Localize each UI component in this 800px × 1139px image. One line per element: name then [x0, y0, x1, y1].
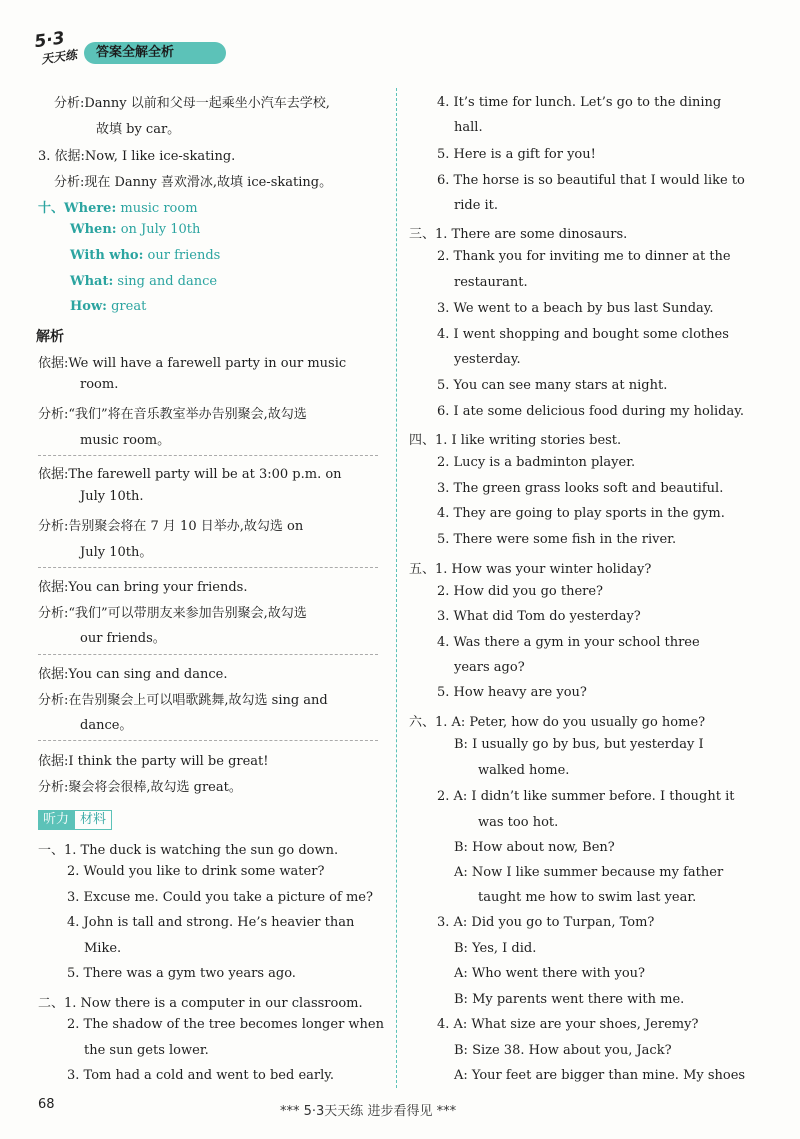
text-line: restaurant.: [454, 275, 528, 290]
answer-how: [70, 299, 146, 314]
logo: [33, 27, 84, 73]
text-line: 3. Tom had a cold and went to bed early.: [67, 1068, 335, 1083]
text-line: 四、1. I like writing stories best.: [409, 433, 622, 448]
text-line: A: Your feet are bigger than mine. My shoes: [454, 1068, 746, 1083]
text-line: 依据:The farewell party will be at 3:00 p.m. on: [38, 467, 342, 482]
text-line: 5. Here is a gift for you!: [437, 147, 596, 162]
answer-banner: 答案全解全析: [84, 42, 226, 64]
column-divider: [396, 88, 397, 1088]
text-line: 4. John is tall and strong. He’s heavier than: [67, 915, 355, 930]
text-line: 分析:在告别聚会上可以唱歌跳舞,故勾选 sing and: [38, 693, 328, 708]
text-line: 依据:You can bring your friends.: [38, 580, 248, 595]
text-line: 3. What did Tom do yesterday?: [437, 609, 641, 624]
text-line: 3. The green grass looks soft and beautiful.: [437, 481, 724, 496]
text-line: 5. You can see many stars at night.: [437, 378, 668, 393]
text-line: July 10th。: [80, 545, 153, 560]
text-line: B: My parents went there with me.: [454, 992, 685, 1007]
answer-label: How:: [70, 299, 107, 314]
text-line: 二、1. Now there is a computer in our classroom.: [38, 996, 363, 1011]
text-line: dance。: [80, 718, 133, 733]
text-line: 一、1. The duck is watching the sun go down.: [38, 843, 339, 858]
dashed-divider: [38, 567, 378, 568]
text-line: 2. A: I didn’t like summer before. I thought it: [437, 789, 735, 804]
text-line: 4. They are going to play sports in the gym.: [437, 506, 725, 521]
text-line: 5. There were some fish in the river.: [437, 532, 677, 547]
text-line: 2. Lucy is a badminton player.: [437, 455, 636, 470]
text-line: 依据:I think the party will be great!: [38, 754, 269, 769]
answer-value: our friends: [143, 248, 221, 263]
text-line: 4. It’s time for lunch. Let’s go to the dining: [437, 95, 722, 110]
text-line: 六、1. A: Peter, how do you usually go home?: [409, 715, 706, 730]
text-line: 3. A: Did you go to Turpan, Tom?: [437, 915, 655, 930]
text-line: 4. A: What size are your shoes, Jeremy?: [437, 1017, 699, 1032]
text-line: 依据:We will have a farewell party in our music: [38, 356, 347, 371]
answer-value: on July 10th: [116, 222, 201, 237]
text-line: B: Yes, I did.: [454, 941, 537, 956]
text-line: 三、1. There are some dinosaurs.: [409, 227, 628, 242]
tag-listening: 听力: [38, 810, 74, 830]
tag-material: 材料: [74, 810, 112, 830]
answer-with-who: [70, 248, 220, 263]
analysis-heading: 解析: [36, 329, 64, 345]
text-line: walked home.: [478, 763, 570, 778]
text-line: 5. How heavy are you?: [437, 685, 587, 700]
text-line: 分析:现在 Danny 喜欢滑冰,故填 ice-skating。: [54, 175, 333, 190]
text-line: 2. Would you like to drink some water?: [67, 864, 325, 879]
text-line: was too hot.: [478, 815, 559, 830]
text-line: A: Now I like summer because my father: [454, 865, 724, 880]
dashed-divider: [38, 455, 378, 456]
answer-value: music room: [116, 201, 198, 216]
text-line: taught me how to swim last year.: [478, 890, 697, 905]
text-line: 故填 by car。: [96, 122, 181, 137]
text-line: 5. There was a gym two years ago.: [67, 966, 296, 981]
text-line: 分析:聚会将会很棒,故勾选 great。: [38, 780, 242, 795]
logo-text: 5·3: [33, 28, 66, 53]
text-line: B: Size 38. How about you, Jack?: [454, 1043, 672, 1058]
text-line: 五、1. How was your winter holiday?: [409, 562, 652, 577]
question-number: 十、: [38, 201, 65, 216]
text-line: B: How about now, Ben?: [454, 840, 615, 855]
answer-label: What:: [70, 274, 114, 289]
answer-label: With who:: [70, 248, 144, 263]
answer-what: [70, 274, 217, 289]
text-line: 2. Thank you for inviting me to dinner at the: [437, 249, 731, 264]
text-line: room.: [80, 377, 119, 392]
text-line: yesterday.: [454, 352, 521, 367]
text-line: 分析:Danny 以前和父母一起乘坐小汽车去学校,: [54, 96, 330, 111]
text-line: 2. How did you go there?: [437, 584, 604, 599]
answer-label: When:: [70, 222, 117, 237]
text-line: 依据:You can sing and dance.: [38, 667, 228, 682]
text-line: A: Who went there with you?: [454, 966, 646, 981]
answer-label: Where:: [64, 201, 117, 216]
text-line: 分析:告别聚会将在 7 月 10 日举办,故勾选 on: [38, 519, 304, 534]
logo-subtext: 天天练: [40, 47, 78, 67]
text-line: B: I usually go by bus, but yesterday I: [454, 737, 704, 752]
text-line: 4. Was there a gym in your school three: [437, 635, 700, 650]
text-line: Mike.: [84, 941, 122, 956]
text-line: ride it.: [454, 198, 499, 213]
dashed-divider: [38, 654, 378, 655]
text-line: music room。: [80, 433, 171, 448]
text-line: 3. We went to a beach by bus last Sunday.: [437, 301, 714, 316]
answer-when: [70, 222, 200, 237]
text-line: 3. 依据:Now, I like ice-skating.: [38, 149, 236, 164]
text-line: our friends。: [80, 631, 166, 646]
page-number: 68: [38, 1097, 55, 1112]
text-line: 4. I went shopping and bought some clothes: [437, 327, 729, 342]
text-line: 6. I ate some delicious food during my holiday.: [437, 404, 744, 419]
text-line: 3. Excuse me. Could you take a picture of me?: [67, 890, 373, 905]
listening-material-tag: [38, 810, 112, 830]
answer-value: great: [106, 299, 147, 314]
text-line: 2. The shadow of the tree becomes longer when: [67, 1017, 384, 1032]
text-line: July 10th.: [80, 489, 144, 504]
text-line: 6. The horse is so beautiful that I would like to: [437, 173, 745, 188]
text-line: 分析:“我们”将在音乐教室举办告别聚会,故勾选: [38, 407, 307, 422]
answer-value: sing and dance: [113, 274, 218, 289]
text-line: hall.: [454, 120, 483, 135]
text-line: 分析:“我们”可以带朋友来参加告别聚会,故勾选: [38, 606, 307, 621]
dashed-divider: [38, 740, 378, 741]
text-line: years ago?: [454, 660, 525, 675]
text-line: the sun gets lower.: [84, 1043, 209, 1058]
footer-slogan: *** 5·3天天练 进步看得见 ***: [280, 1104, 457, 1119]
answer-where: [38, 197, 198, 216]
